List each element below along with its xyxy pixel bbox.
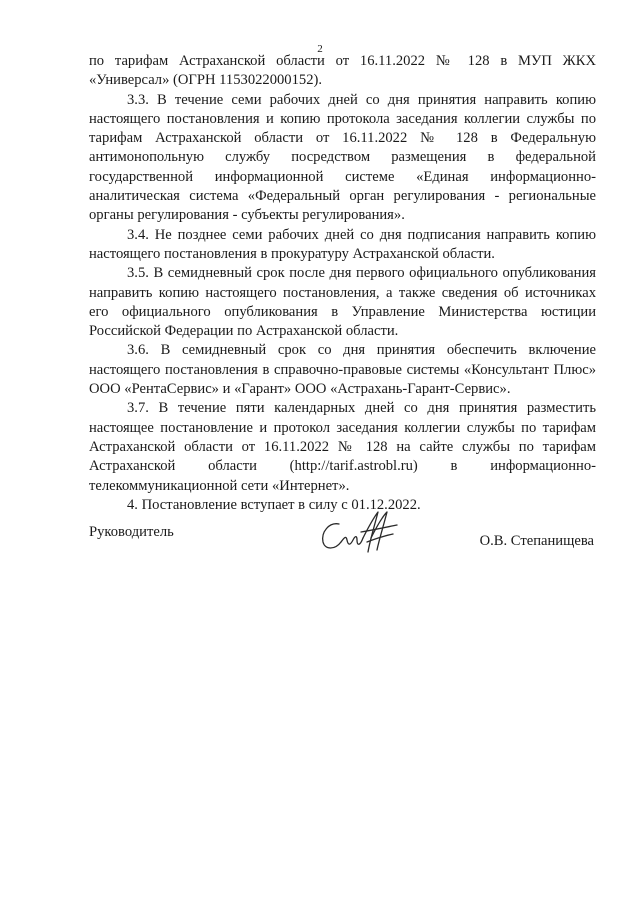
paragraph-3-5: 3.5. В семидневный срок после дня первого официального опубликования направить копию настоящего постановления, а также сведения об источниках его официального опубликования в Управление Министерства юстиции Российской Федерации по Астраханской области. xyxy=(89,265,596,340)
handwritten-signature xyxy=(317,508,401,558)
signatory-title: Руководитель xyxy=(89,524,174,540)
paragraph-continuation: по тарифам Астраханской области от 16.11.2022 № 128 в МУП ЖКХ «Универсал» (ОГРН 1153022000152). xyxy=(89,53,596,89)
paragraph-3-7: 3.7. В течение пяти календарных дней со дня принятия разместить настоящее постановление и протокол заседания коллегии службы по тарифам Астраханской области от 16.11.2022 № 128 на сайте службы по тарифам Астраханской области (http://tarif.astrobl.ru) в информационно-телекоммуникационной сети «Интернет». xyxy=(89,400,596,494)
signatory-name: О.В. Степанищева xyxy=(479,533,594,549)
paragraph-3-3: 3.3. В течение семи рабочих дней со дня принятия направить копию настоящего постановления и копию протокола заседания коллегии службы по тарифам Астраханской области от 16.11.2022 № 128 в Федеральную антимонопольную службу посредством размещения в федеральной государственной информационной системе «Единая информационно-аналитическая система «Федеральный орган регулирования - региональные органы регулирования - субъекты регулирования». xyxy=(89,91,596,224)
paragraph-4: 4. Постановление вступает в силу с 01.12.2022. xyxy=(127,496,421,513)
paragraph-3-4: 3.4. Не позднее семи рабочих дней со дня подписания направить копию настоящего постановления в прокуратуру Астраханской области. xyxy=(89,226,596,262)
paragraph-3-6: 3.6. В семидневный срок со дня принятия обеспечить включение настоящего постановления в справочно-правовые системы «Консультант Плюс» ООО «РентаСервис» и «Гарант» ООО «Астрахань-Гарант-Сервис». xyxy=(89,342,596,398)
document-body xyxy=(89,52,596,515)
page-number: 2 xyxy=(317,43,323,55)
